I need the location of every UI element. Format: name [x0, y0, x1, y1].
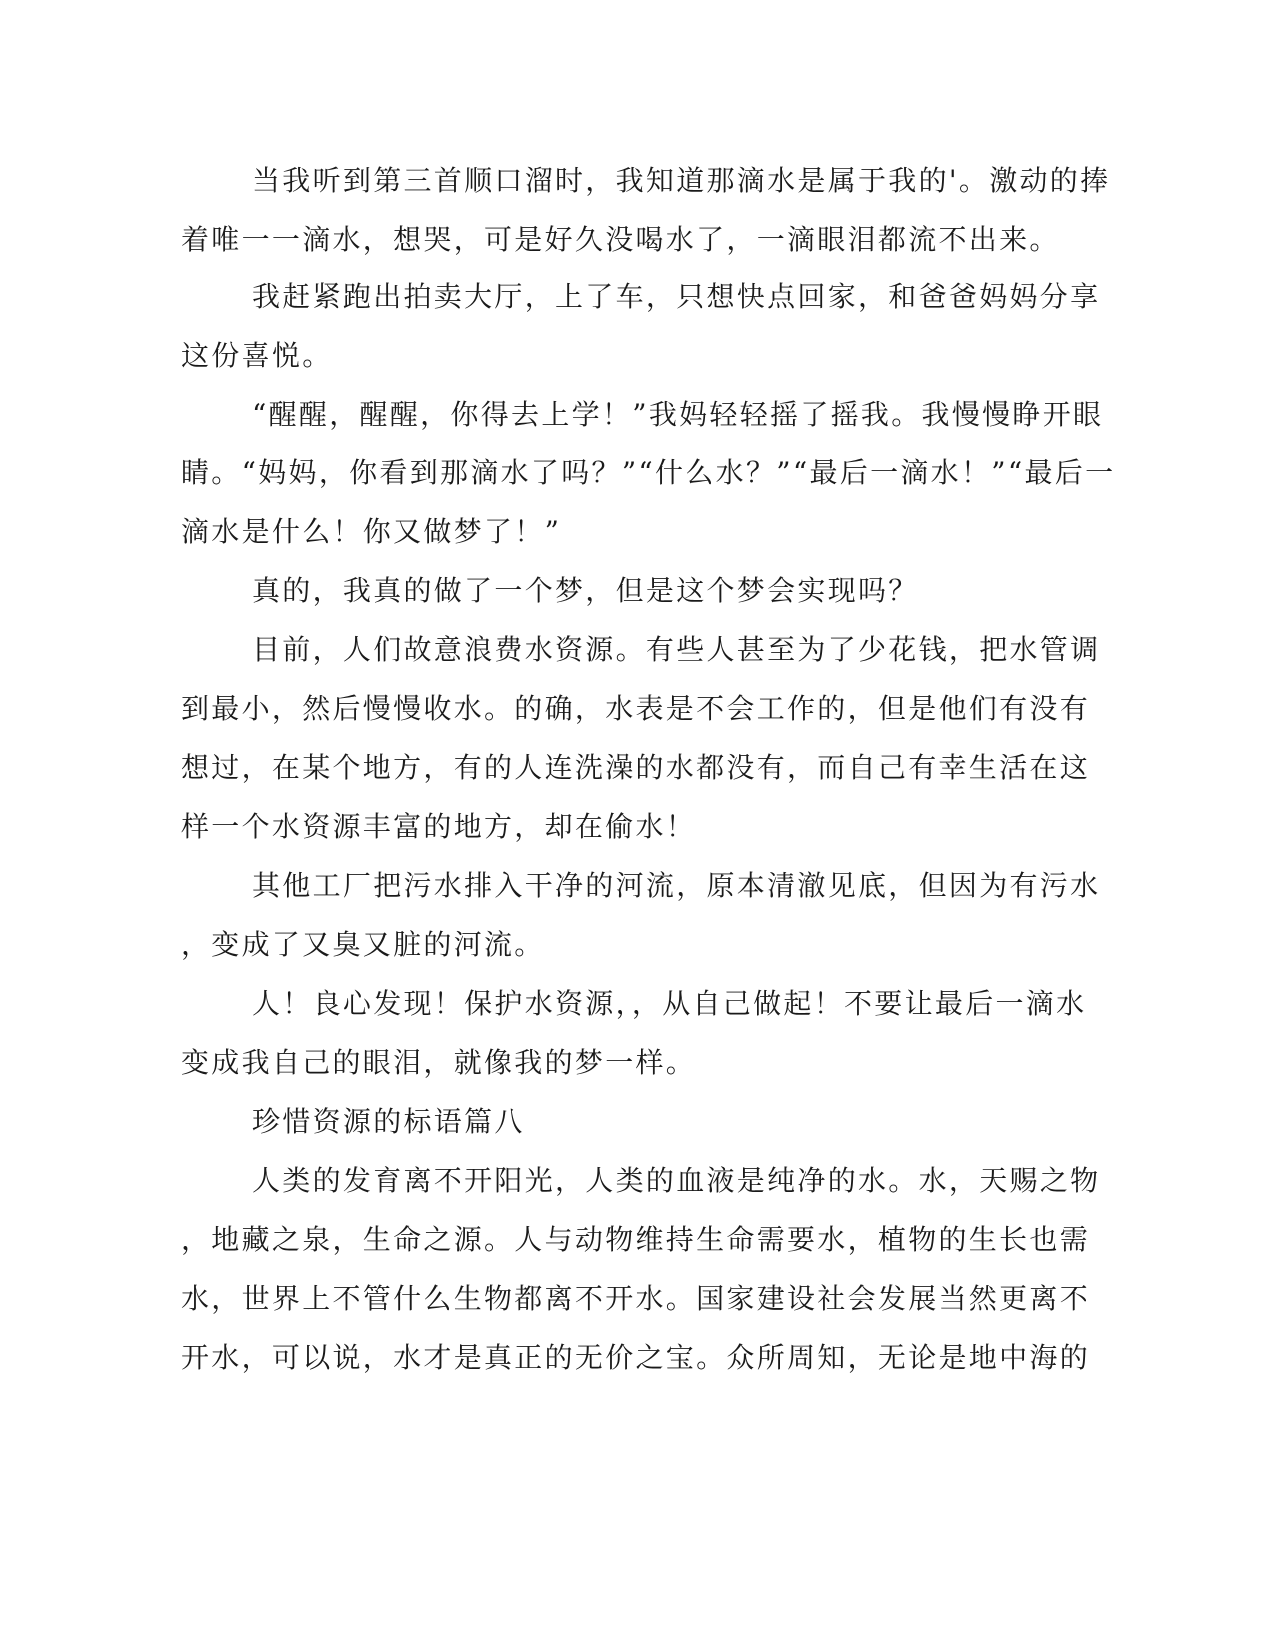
text-line: 水，世界上不管什么生物都离不开水。国家建设社会发展当然更离不 [181, 1282, 1091, 1315]
text-line: 变成我自己的眼泪，就像我的梦一样。 [181, 1046, 697, 1079]
text-line: 想过，在某个地方，有的人连洗澡的水都没有，而自己有幸生活在这 [181, 751, 1091, 784]
text-line: 真的，我真的做了一个梦，但是这个梦会实现吗？ [252, 574, 919, 607]
text-line: 到最小，然后慢慢收水。的确，水表是不会工作的，但是他们有没有 [181, 692, 1091, 725]
text-line: 当我听到第三首顺口溜时，我知道那滴水是属于我的'。激动的捧 [252, 164, 1111, 197]
text-line: 我赶紧跑出拍卖大厅，上了车，只想快点回家，和爸爸妈妈分享 [252, 280, 1101, 313]
text-line: ，地藏之泉，生命之源。人与动物维持生命需要水，植物的生长也需 [181, 1223, 1091, 1256]
text-line: 目前，人们故意浪费水资源。有些人甚至为了少花钱，把水管调 [252, 633, 1101, 666]
text-line: 这份喜悦。 [181, 339, 333, 372]
text-line: 滴水是什么！你又做梦了！” [181, 515, 562, 548]
text-line: 人！良心发现！保护水资源，，从自己做起！不要让最后一滴水 [252, 987, 1087, 1020]
section-heading: 珍惜资源的标语篇八 [252, 1105, 525, 1138]
text-line: ，变成了又臭又脏的河流。 [181, 928, 545, 961]
text-line: 着唯一一滴水，想哭，可是好久没喝水了，一滴眼泪都流不出来。 [181, 223, 1060, 256]
text-line: 其他工厂把污水排入干净的河流，原本清澈见底，但因为有污水 [252, 869, 1101, 902]
text-line: 开水，可以说，水才是真正的无价之宝。众所周知，无论是地中海的 [181, 1341, 1091, 1374]
text-line: “醒醒，醒醒，你得去上学！”我妈轻轻摇了摇我。我慢慢睁开眼 [252, 398, 1104, 431]
text-line: 人类的发育离不开阳光，人类的血液是纯净的水。水，天赐之物 [252, 1164, 1101, 1197]
text-line: 样一个水资源丰富的地方，却在偷水！ [181, 810, 697, 843]
text-line: 睛。“妈妈，你看到那滴水了吗？”“什么水？”“最后一滴水！”“最后一 [181, 456, 1116, 489]
